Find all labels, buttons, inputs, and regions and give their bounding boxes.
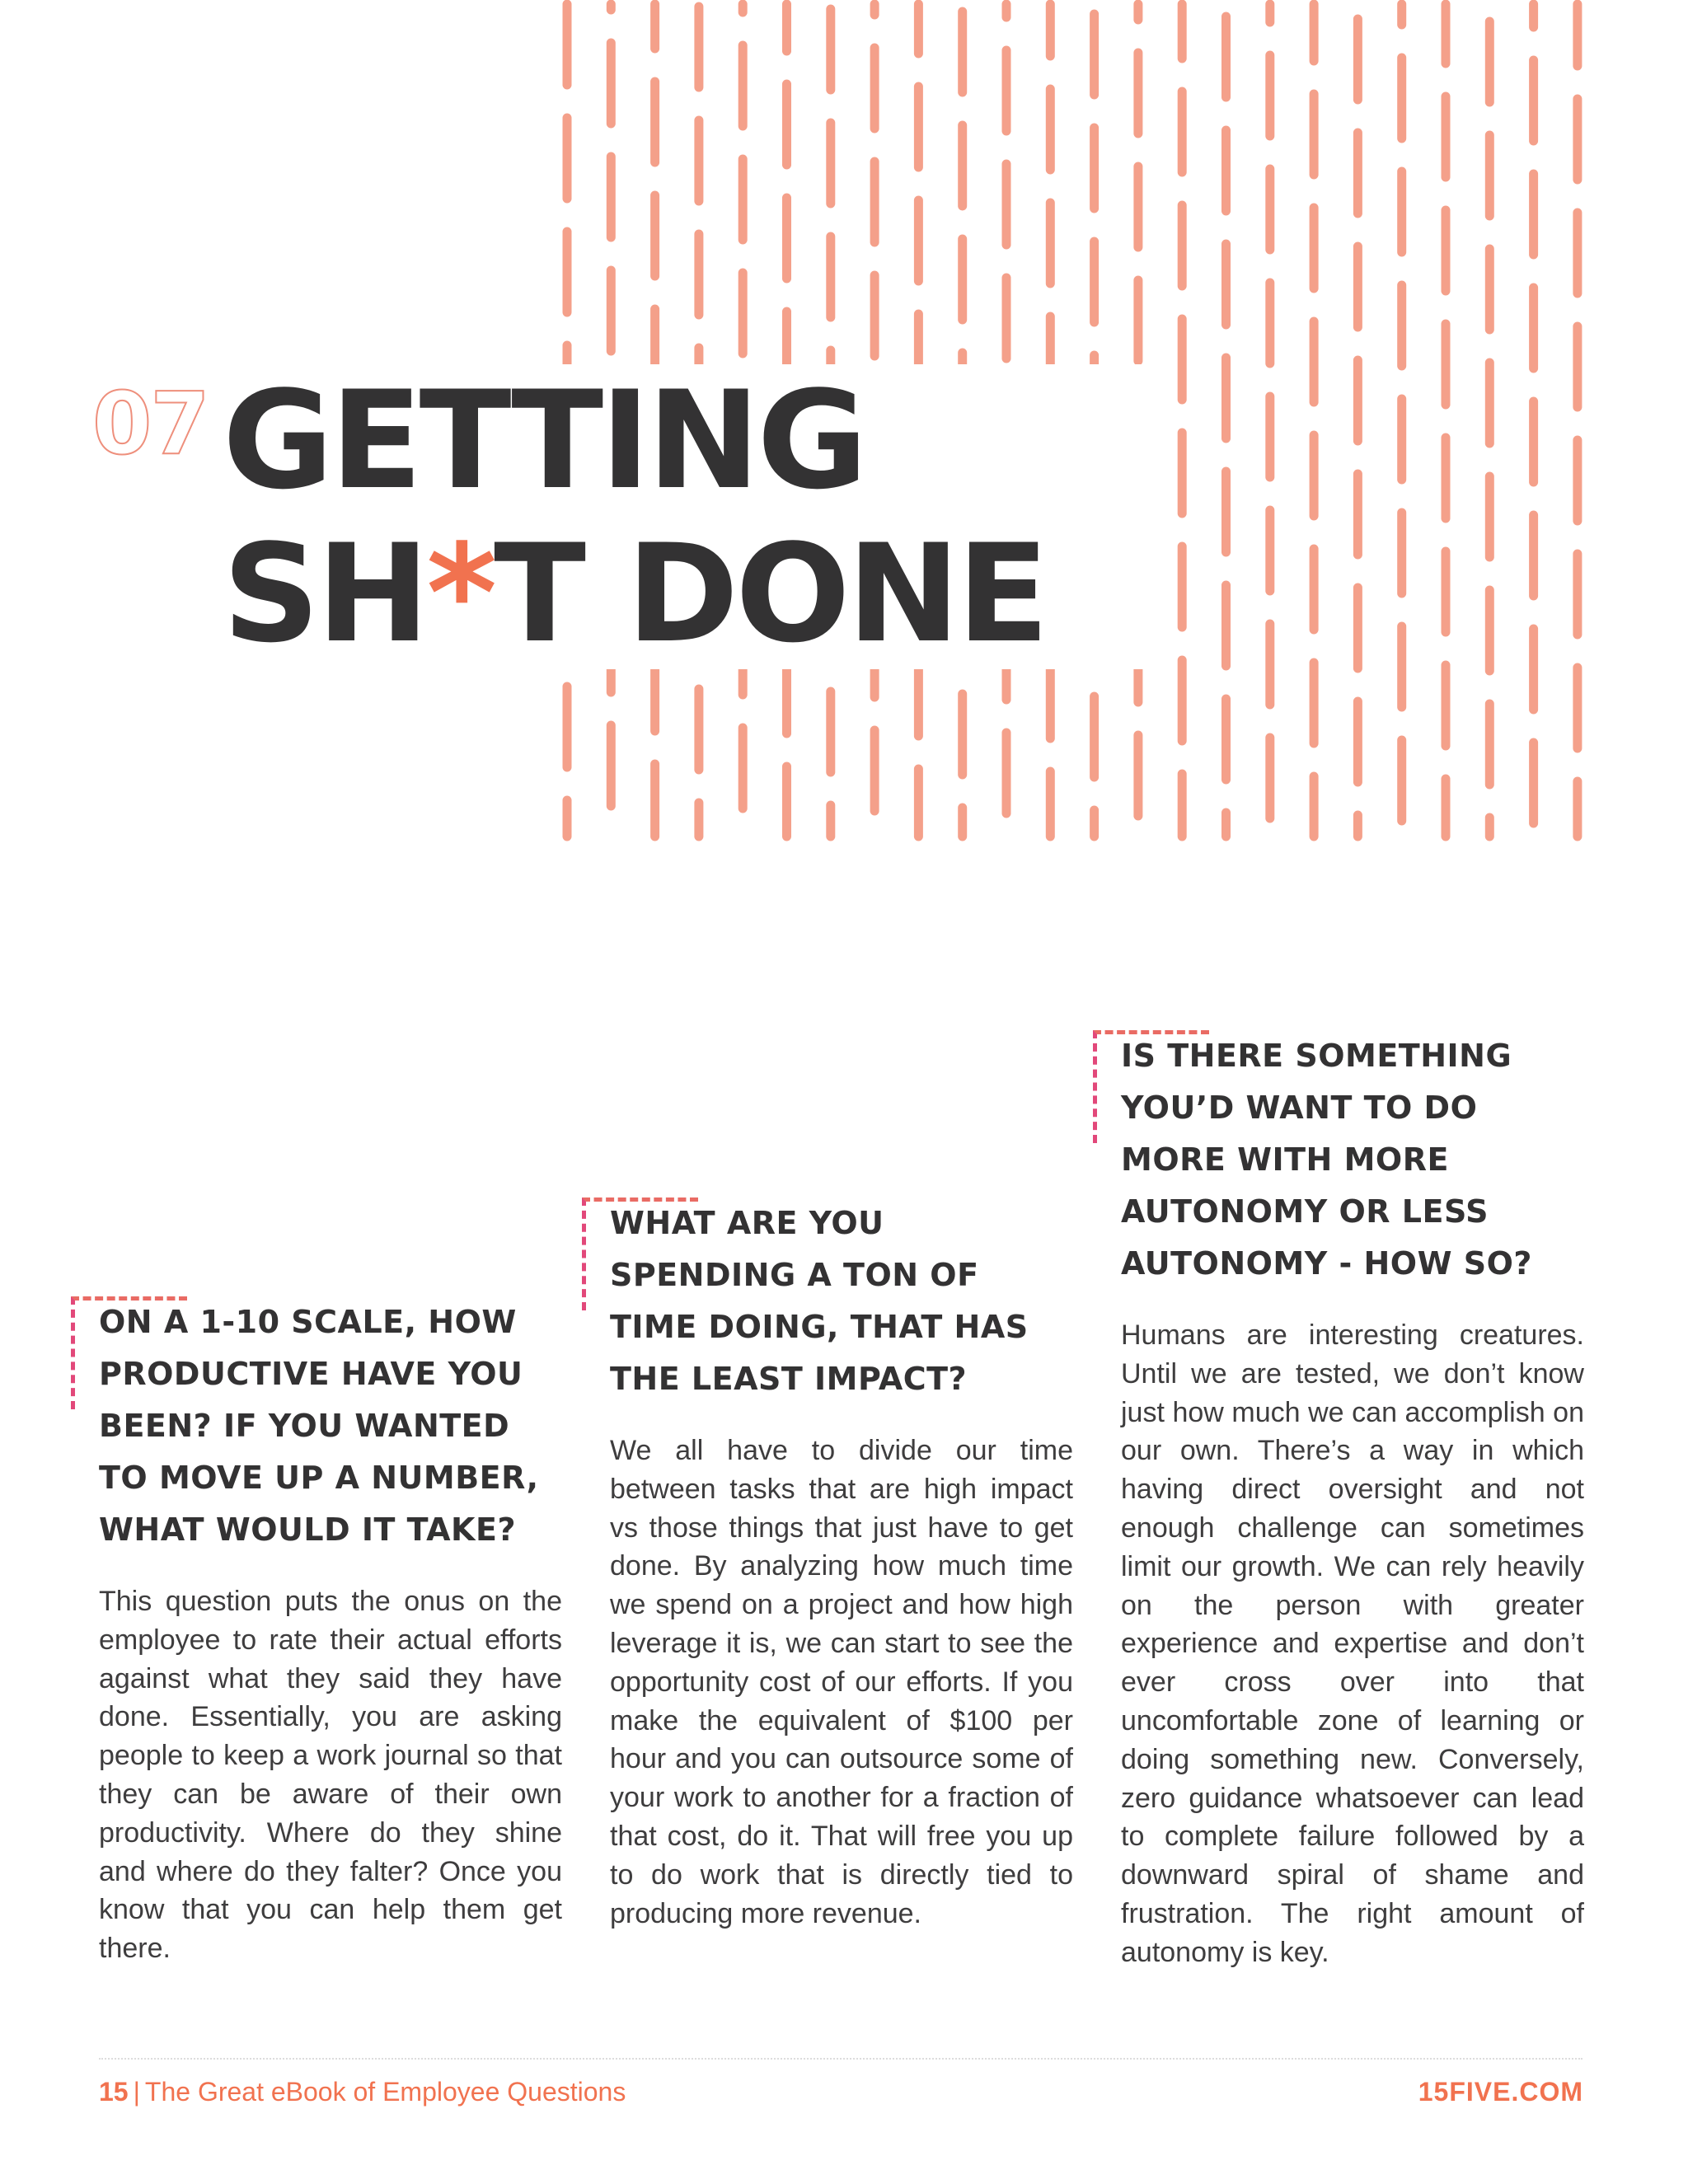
page-number: 15: [99, 2077, 129, 2107]
question-column-2: [610, 1197, 1073, 1933]
footer-separator: |: [133, 2077, 140, 2107]
question-heading: IS THERE SOMETHING YOU’D WANT TO DO MORE WITH MORE AUTONOMY OR LESS AUTONOMY - HOW SO?: [1121, 1038, 1532, 1282]
question-column-1: [99, 1296, 562, 1968]
dashed-bracket: [582, 1197, 698, 1310]
chapter-title-line2-start: SH: [223, 515, 427, 673]
chapter-number: 07: [92, 373, 209, 474]
answer-text: This question puts the onus on the employee to rate their actual efforts against what they said they have done. Essentially, you are asking people to keep a work journal so that they can be aware of their own productivity. Where do they shine and where do they falter? Once you know that you can help them get there.: [99, 1586, 562, 1965]
chapter-title: [223, 364, 1046, 671]
answer-text: We all have to divide our time between tasks that are high impact vs those things that just have to get done. By analyzing how much time we spend on a project and how high leverage it is, we can start to see the opportunity cost of our efforts. If you make the equivalent of $100 per hour and you can outsource some of your work to another for a fraction of that cost, do it. That will free you up to do work that is directly tied to producing more revenue.: [610, 1435, 1073, 1929]
dashed-bracket: [71, 1296, 187, 1409]
chapter-title-line2-end: T DONE: [494, 515, 1046, 673]
footer-book-info: [99, 2077, 626, 2107]
question-heading: WHAT ARE YOU SPENDING A TON OF TIME DOING, THAT HAS THE LEAST IMPACT?: [610, 1205, 1029, 1397]
answer-text: Humans are interesting creatures. Until we are tested, we don’t know just how much we can accomplish on our own. There’s a way in which having direct oversight and not enough challenge can sometimes limit our growth. We can rely heavily on the person with greater experience and expertise and don’t ever cross over into that uncomfortable zone of learning or doing something new. Conversely, zero guidance whatsoever can lead to complete failure followed by a downward spiral of shame and frustration. The right amount of autonomy is key.: [1121, 1319, 1584, 1968]
chapter-title-line1: GETTING: [223, 362, 865, 519]
question-heading: ON A 1-10 SCALE, HOW PRODUCTIVE HAVE YOU BEEN? IF YOU WANTED TO MOVE UP A NUMBER, WHAT WOULD IT TAKE?: [99, 1304, 539, 1548]
question-column-3: [1121, 1030, 1584, 1972]
footer-divider: [99, 2058, 1582, 2060]
book-title: The Great eBook of Employee Questions: [144, 2077, 626, 2107]
website-link[interactable]: 15FIVE.COM: [1418, 2077, 1583, 2107]
asterisk-glyph: *: [426, 515, 495, 673]
dashed-bracket: [1093, 1030, 1209, 1143]
